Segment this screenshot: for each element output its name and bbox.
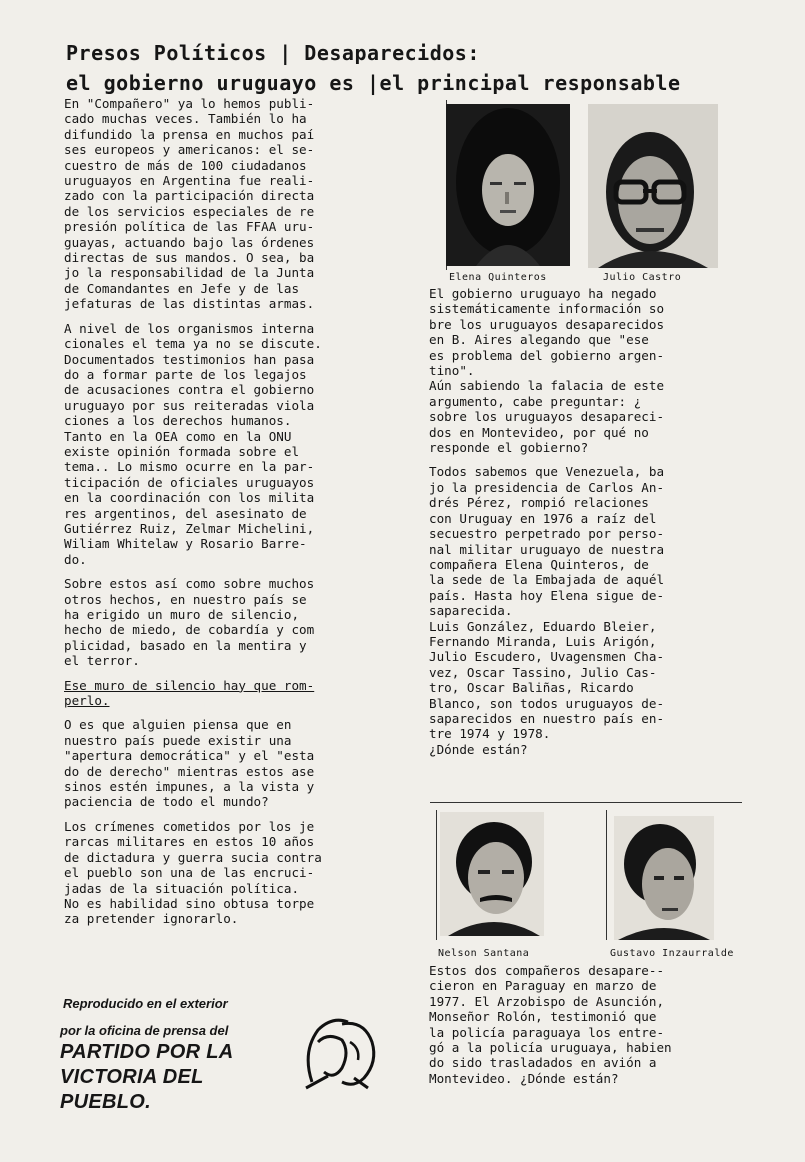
photo-nelson-santana: [440, 812, 544, 936]
right-column-bottom: [429, 963, 749, 1095]
paragraph-break-wall: Ese muro de silencio hay que rom- perlo.: [64, 677, 315, 709]
photo-julio-castro: [588, 104, 718, 268]
caption-gustavo-inzaurralde: Gustavo Inzaurralde: [610, 948, 734, 959]
photo-gustavo-inzaurralde: [614, 816, 714, 940]
caption-julio-castro: Julio Castro: [603, 272, 682, 283]
photo-elena-quinteros: [446, 104, 570, 266]
credit-line-1: Reproducido en el exterior: [63, 996, 228, 1011]
party-name-2: VICTORIA DEL: [60, 1066, 204, 1088]
paragraph-crimes: Los crímenes cometidos por los je rarcas militares en estos 10 años de dictadura y guerra sucia contra el pueblo son una de las encruci- jadas de la situación política. No es habilidad sino obtusa torpe za pretender ignorarlo.: [64, 818, 322, 927]
headline: [66, 38, 766, 98]
party-name-1: PARTIDO POR LA: [60, 1041, 234, 1063]
photo-frame-mid: [606, 810, 607, 940]
paragraph-intro: En "Compañero" ya lo hemos publi- cado muchas veces. También lo ha difundido la prensa en muchos paí ses europeos y americanos: el se- cuestro de más de 100 ciudadanos uruguayos en Argentina fue reali- zado con la participación directa de los servicios especiales de re presión política de las FFAA uru- guayas, actuando bajo las órdenes directas de sus mandos. O sea, ba jo la responsabilidad de la Junta de Comandantes en Jefe y de las jefaturas de las distintas armas.: [64, 96, 315, 312]
left-column: [64, 96, 414, 936]
paragraph-gobierno-niega: El gobierno uruguayo ha negado sistemáticamente información so bre los uruguayos desaparecidos en B. Aires alegando que "ese es problema del gobierno argen- tino". Aún sabiendo la falacia de este argumento, cabe preguntar: ¿ sobre los uruguayos desapareci- dos en Montevideo, por qué no responde el gobierno?: [429, 286, 665, 456]
party-name-3: PUEBLO.: [60, 1091, 151, 1113]
right-column: [429, 286, 749, 766]
caption-elena-quinteros: Elena Quinteros: [449, 272, 547, 283]
paragraph-silence: Sobre estos así como sobre muchos otros hechos, en nuestro país se ha erigido un muro de silencio, hecho de miedo, de cobardía y com plicidad, basado en la mentira y el terror.: [64, 576, 315, 669]
headline-line-2: el gobierno uruguayo es |el principal responsable: [66, 71, 681, 95]
caption-nelson-santana: Nelson Santana: [438, 948, 530, 959]
paragraph-paraguay: Estos dos compañeros desapare-- cieron en Paraguay en marzo de 1977. El Arzobispo de Asunción, Monseñor Rolón, testimonió que la policía paraguaya los entre- gó a la policía uruguaya, habien do sido trasladados en avión a Montevideo. ¿Dónde están?: [429, 963, 672, 1086]
portrait-woman-icon: [446, 104, 570, 266]
portrait-man-mustache-icon: [440, 812, 544, 936]
party-logo-icon: [298, 1012, 380, 1092]
divider-photos: [430, 802, 742, 803]
credit-line-2: por la oficina de prensa del: [60, 1023, 229, 1038]
photo-frame-left-2: [436, 810, 437, 940]
paragraph-international: A nivel de los organismos interna cionales el tema ya no se discute. Documentados testimonios han pasa do a formar parte de los legajos de acusaciones contra el gobierno uruguayo por sus reiteradas viola ciones a los derechos humanos. Tanto en la OEA como en la ONU existe opinión formada sobre el tema.. Lo mismo ocurre en la par- ticipación de oficiales uruguayos en la coordinación con los milita res argentinos, del asesinato de Gutiérrez Ruiz, Zelmar Michelini, Wiliam Whitelaw y Rosario Barre- do.: [64, 320, 322, 567]
paragraph-apertura: O es que alguien piensa que en nuestro país puede existir una "apertura democrática" y el "esta do de derecho" mientras estos ase sinos estén impunes, a la vista y paciencia de todo el mundo?: [64, 717, 315, 810]
portrait-man-glasses-icon: [588, 104, 718, 268]
headline-line-1: Presos Políticos | Desaparecidos:: [66, 41, 480, 65]
paragraph-venezuela: Todos sabemos que Venezuela, ba jo la presidencia de Carlos An- drés Pérez, rompió relaciones con Uruguay en 1976 a raíz del secuestro perpetrado por perso- nal militar uruguayo de nuestra compañera Elena Quinteros, de la sede de la Embajada de aquél país. Hasta hoy Elena sigue de- saparecida. Luis González, Eduardo Bleier, Fernando Miranda, Luis Arigón, Julio Escudero, Uvagensmen Cha- vez, Oscar Tassino, Julio Cas- tro, Oscar Baliñas, Ricardo Blanco, son todos uruguayos de- saparecidos en nuestro país en- tre 1974 y 1978. ¿Dónde están?: [429, 464, 665, 757]
portrait-man-icon: [614, 816, 714, 940]
